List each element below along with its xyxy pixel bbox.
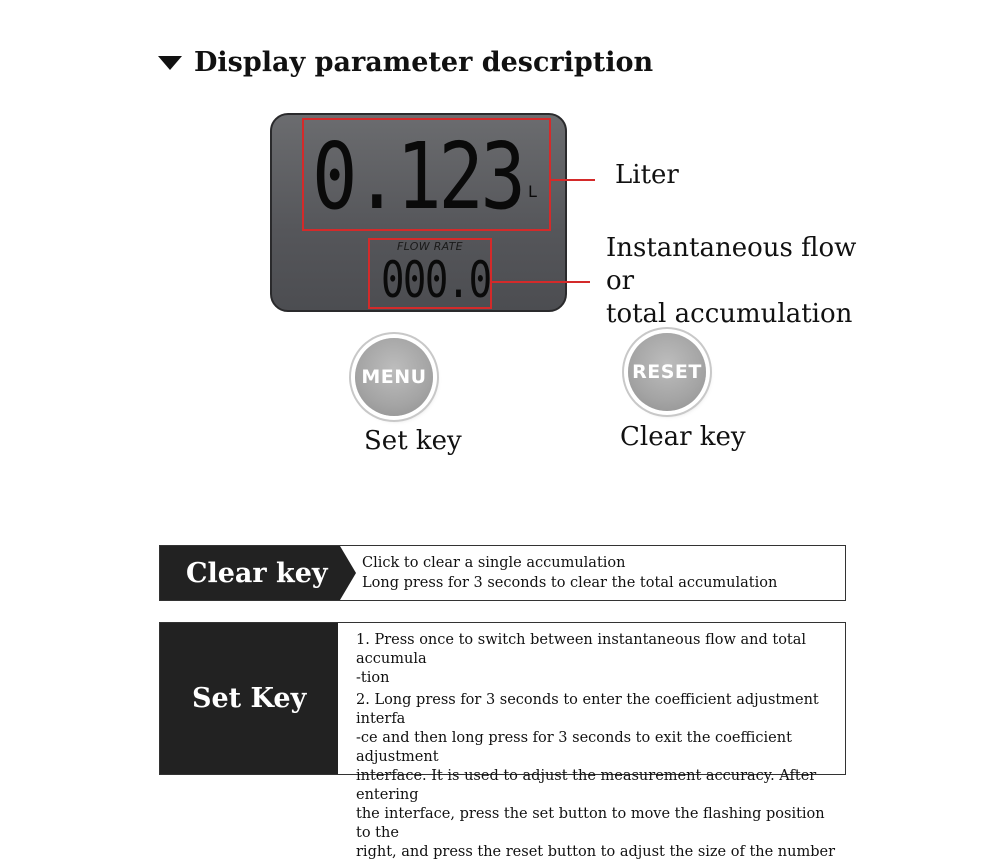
set-key-item1-line2: -tion — [356, 670, 390, 686]
flow-rate-label: FLOW RATE — [397, 240, 463, 253]
clear-key-caption: Clear key — [620, 422, 746, 452]
set-key-panel — [159, 622, 846, 860]
liter-label: Liter — [615, 160, 679, 190]
clear-key-description — [362, 553, 777, 593]
unit-label: L — [528, 182, 537, 201]
set-key-item2-line4: the interface, press the set button to move the flashing position to the — [356, 806, 825, 841]
clear-key-line1: Click to clear a single accumulation — [362, 555, 626, 571]
reset-button[interactable] — [628, 333, 706, 411]
set-key-caption: Set key — [364, 426, 462, 456]
set-key-item2 — [356, 691, 842, 862]
menu-button[interactable] — [355, 338, 433, 416]
set-key-item2-line1: 2. Long press for 3 seconds to enter the coefficient adjustment interfa — [356, 692, 819, 727]
secondary-reading-highlight — [368, 238, 492, 309]
main-reading-highlight — [302, 118, 551, 231]
set-key-item2-line2: -ce and then long press for 3 seconds to exit the coefficient adjustment — [356, 730, 792, 765]
main-reading: 0.123 — [312, 123, 523, 230]
liter-pointer-line — [551, 179, 595, 181]
instantaneous-label — [606, 232, 856, 331]
clear-key-line2: Long press for 3 seconds to clear the total accumulation — [362, 575, 778, 591]
set-key-item2-line5: right, and press the reset button to adjust the size of the number — [356, 844, 836, 860]
clear-key-panel — [159, 545, 846, 601]
clear-key-tag: Clear key — [160, 546, 340, 600]
instantaneous-label-line2: or — [606, 266, 635, 296]
clear-key-tag-arrow — [340, 546, 356, 600]
triangle-down-icon — [158, 56, 182, 70]
menu-button-label: MENU — [361, 366, 427, 388]
set-key-description — [356, 631, 842, 865]
instantaneous-label-line3: total accumulation — [606, 299, 853, 329]
set-key-tag: Set Key — [160, 623, 338, 774]
set-key-item1-line1: 1. Press once to switch between instantaneous flow and total accumula — [356, 632, 807, 667]
reset-button-label: RESET — [632, 361, 702, 383]
flow-pointer-line — [492, 281, 590, 283]
secondary-reading: 000.0 — [381, 251, 491, 309]
set-key-item1 — [356, 631, 842, 688]
set-key-item2-line3: interface. It is used to adjust the measurement accuracy. After entering — [356, 768, 817, 803]
section-title — [158, 42, 653, 82]
section-title-text: Display parameter description — [194, 46, 654, 78]
instantaneous-label-line1: Instantaneous flow — [606, 233, 857, 263]
